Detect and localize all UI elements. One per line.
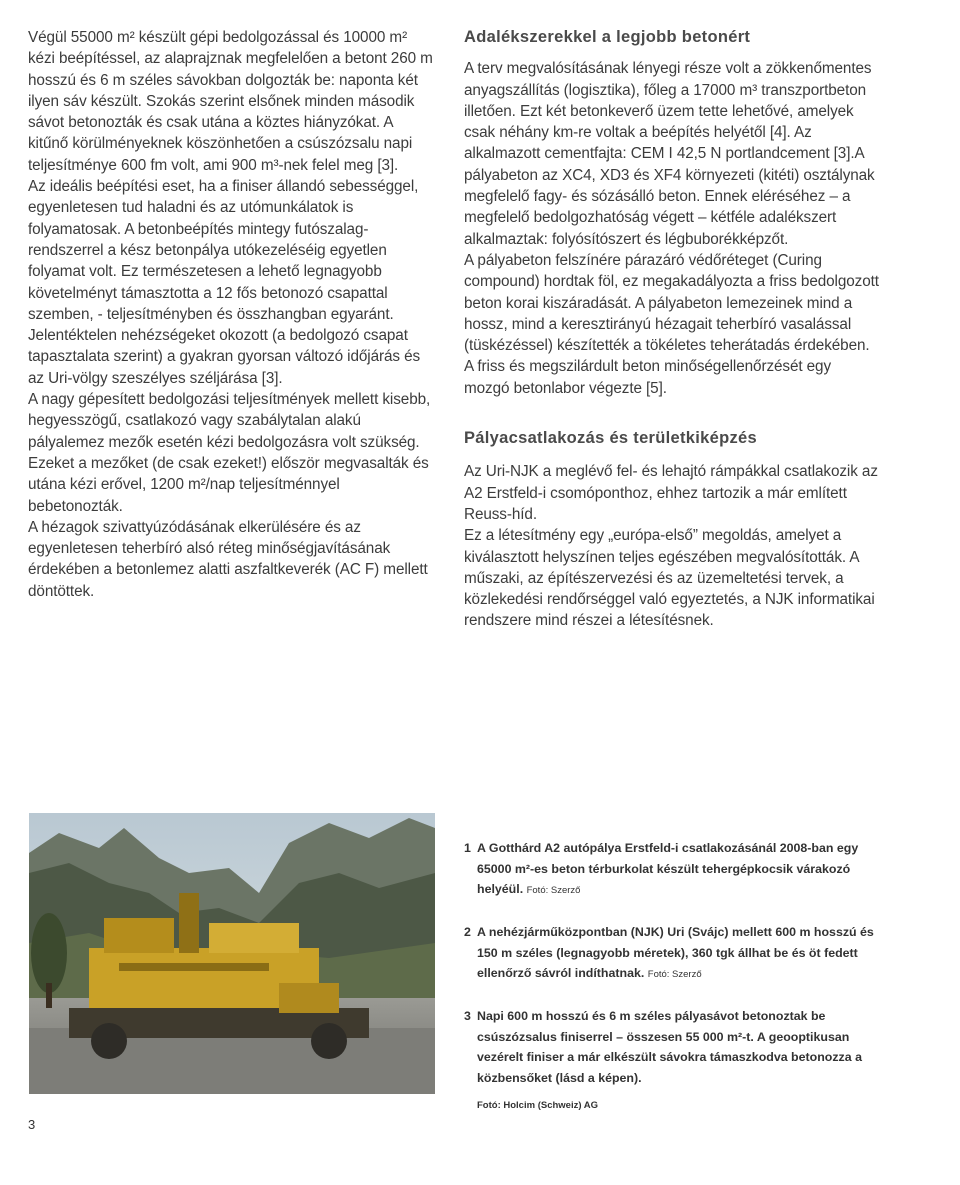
photo-credit: Fotó: Holcim (Schweiz) AG bbox=[477, 1100, 599, 1111]
caption-text bbox=[464, 922, 884, 986]
slipform-paver-photo bbox=[29, 813, 435, 1094]
caption-number: 3 bbox=[464, 1009, 471, 1023]
paragraph: A nagy gépesített bedolgozási teljesítmények mellett kisebb, hegyesszögű, csatlakozó vagy szabálytalan alakú pályalemez mezők esetén kézi bedolgozásra volt szükség. Ezeket a mezőket (de csak ezeket!) először megvasalták és utána kézi erővel, 1200 m²/nap teljesítménnyel bebetonozták. bbox=[28, 391, 431, 515]
paragraph: A terv megvalósításának lényegi része volt a zökkenőmentes anyagszállítás (logisztika), főleg a 17000 m³ transzportbeton illetően. Ezt két betonkeverő üzem tette lehetővé, amelyek csak néhány km-re voltak a beépítés helyétől [4]. Az alkalmazott cementfajta: CEM I 42,5 N portlandcement [3].A pályabeton az XC4, XD3 és XF4 környezeti (kitéti) osztálynak megfelelő fagy- és sózásálló beton. Ennek eléréséhez – a megfelelő bedolgozhatóság végett – kétféle adalékszert alkalmaztak: folyósítószert és légbuborékképzőt. bbox=[464, 60, 875, 248]
caption-body: Napi 600 m hosszú és 6 m széles pályasávot betonoztak be csúszózsalus finiserrel – összesen 55 000 m²-t. A geooptikusan vezérelt finiser a már elkészült sávokra támaszkodva betonozza a közbensőket (lásd a képen). bbox=[477, 1009, 862, 1085]
section-heading-additives: Adalékszerekkel a legjobb betonért bbox=[464, 28, 751, 46]
left-text-column bbox=[28, 27, 436, 602]
caption-2 bbox=[464, 922, 884, 986]
caption-1 bbox=[464, 838, 884, 902]
photo-credit: Fotó: Szerző bbox=[526, 885, 581, 897]
right-text-column bbox=[464, 27, 880, 632]
caption-text bbox=[464, 838, 884, 902]
section-heading-connection: Pályacsatlakozás és területkiképzés bbox=[464, 429, 758, 448]
paragraph: Az ideális beépítési eset, ha a finiser állandó sebességgel, egyenletesen tud haladni és az utómunkálatok is folyamatosak. A betonbeépítés mintegy futószalag-rendszerrel a kész betonpálya utókezeléséig egyetlen folyamat volt. Ez természetesen a lehető legnagyobb követelményt támasztotta a 12 fős betonozó csapattal szemben, - teljesítményben és összhangban egyaránt. Jelentéktelen nehézségeket okozott (a bedolgozó csapat tapasztalata szerint) a gyakran gyorsan változó időjárás és az Uri-völgy szeszélyes széljárása [3]. bbox=[28, 178, 421, 387]
paragraph: A hézagok szivattyúzódásának elkerülésére és az egyenletesen teherbíró alsó réteg minőségjavításának érdekében a betonlemez alatti aszfaltkeverék (AC F) mellett döntöttek. bbox=[28, 518, 428, 600]
caption-body: A nehézjárműközpontban (NJK) Uri (Svájc) mellett 600 m hosszú és 150 m széles (legnagyobb méretek), 360 tgk állhat be és öt fedett ellenőrző sávról indíthatnak. bbox=[477, 925, 874, 981]
caption-number: 1 bbox=[464, 841, 471, 855]
caption-number: 2 bbox=[464, 925, 471, 939]
page-number: 3 bbox=[28, 1117, 36, 1132]
paragraph: Az Uri-NJK a meglévő fel- és lehajtó rámpákkal csatlakozik az A2 Erstfeld-i csomóponthoz, ehhez tartozik a már említett Reuss-híd. bbox=[464, 463, 878, 523]
caption-3 bbox=[464, 1006, 884, 1088]
paragraph: A pályabeton felszínére párazáró védőréteget (Curing compound) hordtak föl, ez megakadályozta a friss bedolgozott beton korai kiszáradását. A pályabeton lemezeinek mind a hossz, mind a keresztirányú hézagait teherbíró vasalással (tüskézéssel) készítették a tökéletes teherátadás érdekében. A friss és megszilárdult beton minőségellenőrzését egy mozgó betonlabor végezte [5]. bbox=[464, 251, 879, 397]
photo-credit: Fotó: Szerző bbox=[647, 969, 702, 981]
caption-text bbox=[464, 1006, 884, 1088]
caption-body: A Gotthárd A2 autópálya Erstfeld-i csatlakozásánál 2008-ban egy 65000 m²-es beton térburkolat készült tehergépkocsik várakozó helyéül. bbox=[477, 841, 859, 897]
photo-illustration bbox=[29, 813, 435, 1094]
paragraph: Ez a létesítmény egy „európa-első” megoldás, amelyet a kiválasztott helyszínen teljes egészében megvalósították. A műszaki, az építészervezési és az üzemeltetési tervek, a közlekedési rendőrséggel való egyeztetés, a NJK informatikai rendszere mind részei a létesítésnek. bbox=[464, 527, 875, 630]
paragraph: Végül 55000 m² készült gépi bedolgozással és 10000 m² kézi beépítéssel, az alaprajznak megfelelően a betont 260 m hosszú és 6 m széles sávokban dolgozták be: naponta két ilyen sáv készült. Szokás szerint elsőnek minden második sávot betonozták és csak utána a köztes hiányzókat. A kitűnő körülményeknek köszönhetően a csúszózsalu napi teljesítménye 600 fm volt, ami 900 m³-nek felel meg [3]. bbox=[28, 29, 433, 174]
